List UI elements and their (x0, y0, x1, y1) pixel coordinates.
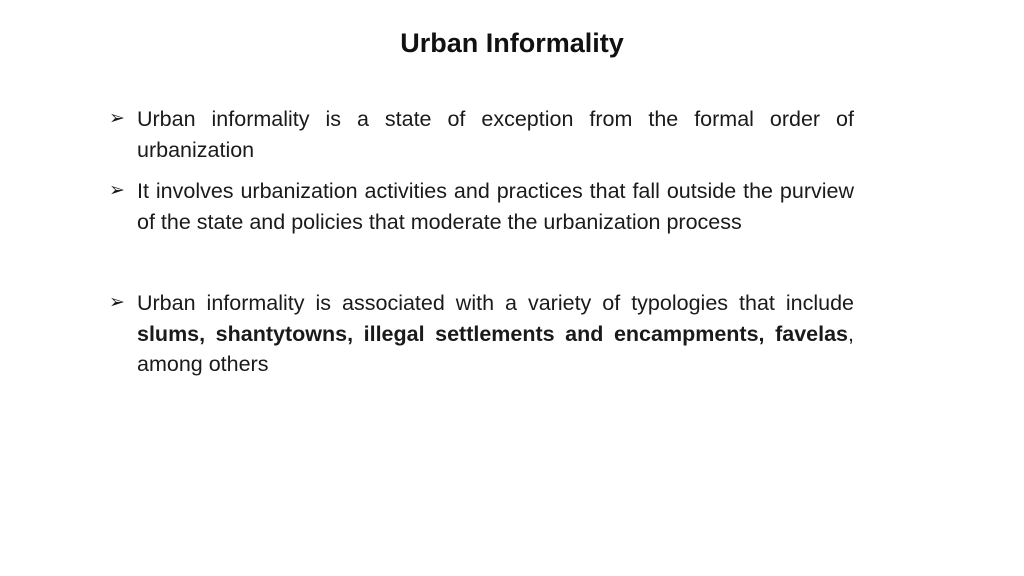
bullet-item (109, 288, 854, 380)
arrow-bullet-icon: ➢ (109, 180, 125, 201)
arrow-bullet-icon: ➢ (109, 108, 125, 129)
bullet-text: It involves urbanization activities and practices that fall outside the purview of the state and policies that moderate the urbanization process (137, 179, 854, 234)
bullet-list (109, 104, 854, 380)
bullet-text: Urban informality is a state of exception from the formal order of urbanization (137, 107, 854, 162)
bullet-text-intro: Urban informality is associated with a variety of typologies that include (137, 291, 854, 315)
bullet-item (109, 104, 854, 165)
arrow-bullet-icon: ➢ (109, 292, 125, 313)
bullet-text-outro: , among others (137, 321, 854, 376)
bullet-item (109, 176, 854, 237)
slide-title: Urban Informality (400, 28, 624, 58)
bullet-text-typologies: slums, shantytowns, illegal settlements and encampments, favelas (137, 321, 849, 346)
